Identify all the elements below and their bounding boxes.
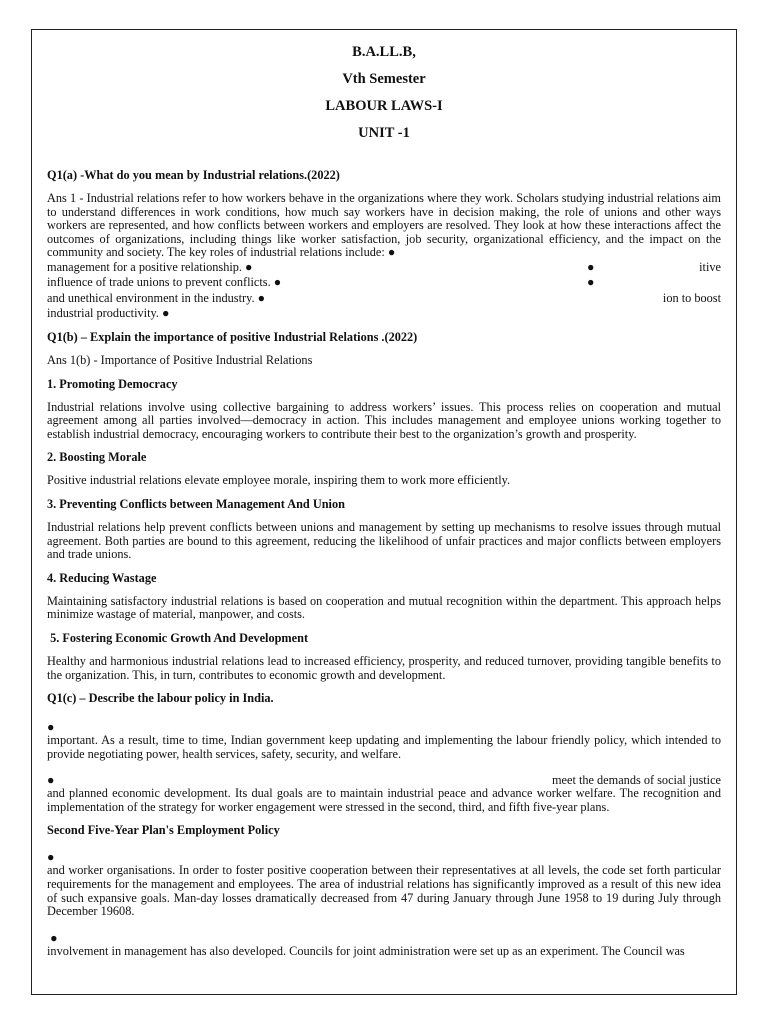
line-1-bullet: ● [587, 259, 595, 274]
subject-title: LABOUR LAWS-I [325, 98, 443, 114]
policy-bullet-2 [47, 773, 721, 814]
line-2-left: influence of trade unions to prevent conflicts. ● [47, 275, 282, 290]
section-heading: 5. Fostering Economic Growth And Development [47, 630, 309, 645]
course-title: B.A.LL.B, [352, 44, 416, 60]
answer-1b-intro: Ans 1(b) - Importance of Positive Industrial Relations [47, 352, 313, 367]
section-text: Healthy and harmonious industrial relations lead to increased efficiency, prosperity, and reduced turnover, providing tangible benefits to the organization. This, in turn, contributes to economic growth and development. [47, 653, 721, 682]
section-text: Positive industrial relations elevate employee morale, inspiring them to work more efficiently. [47, 473, 511, 488]
line-3-right: ion to boost [662, 290, 721, 305]
section-text: Maintaining satisfactory industrial relations is based on cooperation and mutual recognition within the department. This approach helps minimize wastage of material, manpower, and costs. [47, 593, 721, 622]
answer-1a-line-4: industrial productivity. ● [47, 306, 170, 321]
question-1b: Q1(b) – Explain the importance of positive Industrial Relations .(2022) [47, 329, 418, 344]
bullet-text: and worker organisations. In order to foster positive cooperation between their representatives at all levels, the code set forth particular requirements for the management and employees. The area of industrial relations has significantly improved as a result of this new idea of such expansive goals. Man-day losses dramatically decreased from 47 during January through June 1958 to 19 during July through December 19608. [47, 863, 721, 919]
section-heading: 3. Preventing Conflicts between Management And Union [47, 496, 345, 511]
line-1-left: management for a positive relationship. ● [47, 259, 253, 274]
answer-1a: Ans 1 - Industrial relations refer to how workers behave in the organizations where they work. Scholars studying industrial relations aim to understand differences in work conditions, how much say workers have in decision making, the role of unions and other ways workers are represented, and how conflicts between workers and employers are resolved. They look at how these interactions affect the outcomes of organizations, including things like worker satisfaction, job security, organizational efficiency, and the impact on the community and society. The key roles of industrial relations include: ● [47, 191, 721, 260]
line-1-right: itive [699, 259, 721, 274]
line-2-bullet: ● [587, 275, 595, 290]
section-heading: 2. Boosting Morale [47, 450, 147, 465]
bullet-marker: ● [47, 850, 55, 865]
document-content [47, 42, 721, 958]
unit-title: UNIT -1 [358, 125, 410, 141]
bullet-marker: ● [47, 930, 58, 945]
answer-1a-line-3 [47, 291, 721, 307]
bullet-text: and planned economic development. Its dual goals are to maintain industrial peace and advance worker welfare. The recognition and implementation of the strategy for worker engagement were stressed in the second, third, and fifth five-year plans. [47, 786, 721, 814]
bullet-marker-line [47, 773, 721, 787]
bullet-marker: ● [47, 773, 55, 788]
question-1a: Q1(a) -What do you mean by Industrial relations.(2022) [47, 168, 340, 182]
bullet-marker: ● [47, 720, 55, 735]
section-text: Industrial relations help prevent conflicts between unions and management by setting up mechanisms to resolve issues through mutual agreement. Both parties are bound to this agreement, reducing the likelihood of unfair practices and major conflicts between employers and trade unions. [47, 519, 721, 562]
line-3-left: and unethical environment in the industry. ● [47, 290, 266, 305]
policy-bullet-1 [47, 720, 721, 761]
answer-1a-line-1 [47, 260, 721, 276]
section-heading: 4. Reducing Wastage [47, 570, 157, 585]
policy-bullet-4 [47, 931, 721, 959]
page-frame [31, 29, 737, 995]
question-1c: Q1(c) – Describe the labour policy in India. [47, 691, 274, 706]
answer-1a-line-2 [47, 275, 721, 291]
section-heading: 1. Promoting Democracy [47, 376, 178, 391]
semester-title: Vth Semester [342, 71, 426, 87]
bullet-right-text: meet the demands of social justice [551, 773, 721, 788]
plan-heading: Second Five-Year Plan's Employment Policy [47, 823, 280, 838]
policy-bullet-3 [47, 850, 721, 918]
bullet-text: important. As a result, time to time, Indian government keep updating and implementing the labour friendly policy, which intended to provide negotiating power, health services, safety, security, and welfare. [47, 733, 721, 761]
bullet-text: involvement in management has also developed. Councils for joint administration were set up as an experiment. The Council was [47, 943, 685, 958]
section-text: Industrial relations involve using collective bargaining to address workers’ issues. This process relies on cooperation and mutual agreement among all parties involved—democracy in action. This includes management and employee unions working together to establish industrial democracy, encouraging workers to contribute their best to the organization’s growth and prosperity. [47, 399, 721, 441]
